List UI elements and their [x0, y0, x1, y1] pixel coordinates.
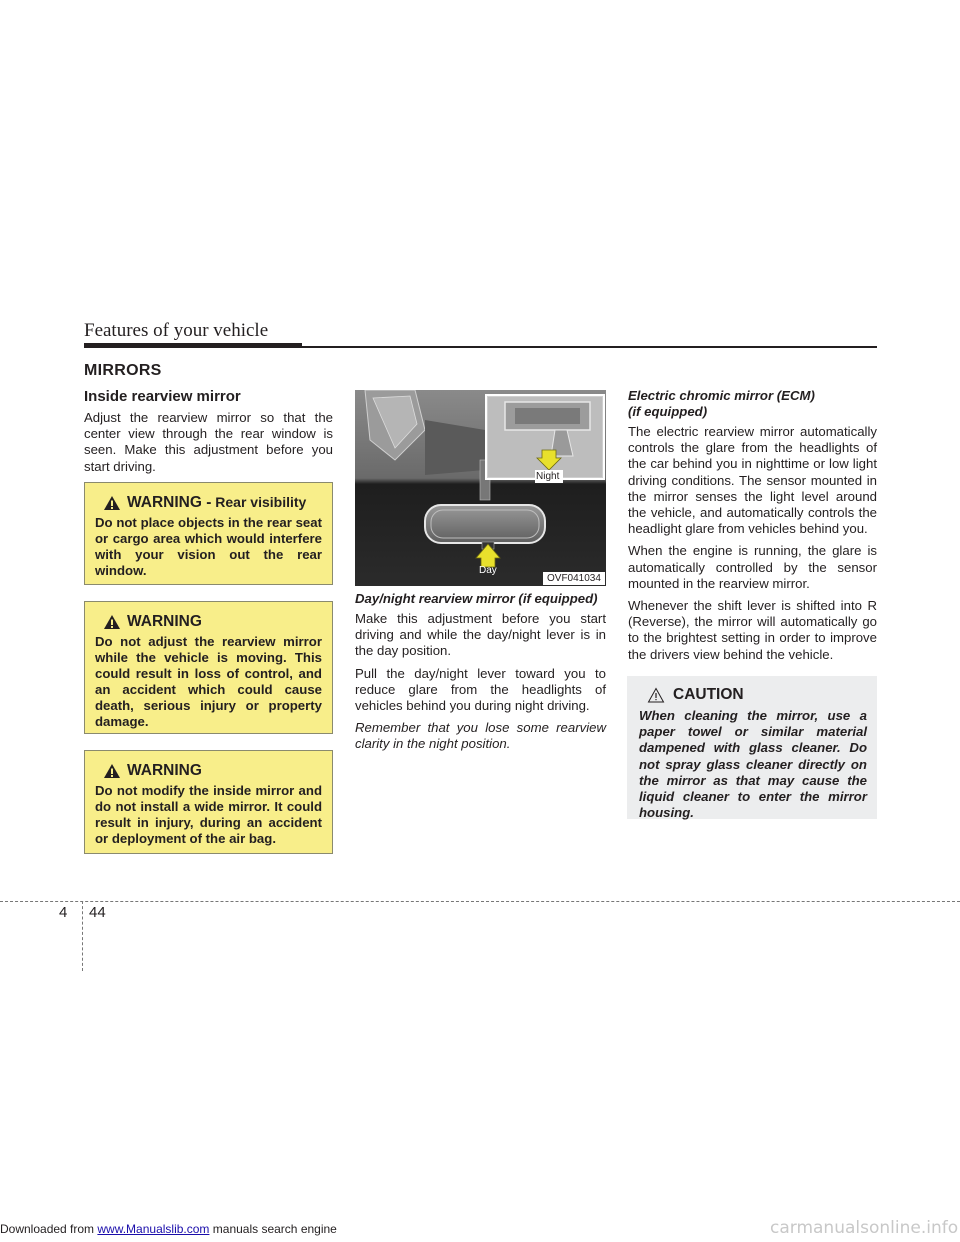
paragraph: The electric rearview mirror automatically controls the glare from the headlights of the car behind you in nighttime or low light driving conditions. The sensor mounted in the mirror senses the light level around the vehicle, and automatically controls the headlight glare from vehicles behind you.: [628, 424, 877, 537]
subheading-inside-mirror: Inside rearview mirror: [84, 388, 241, 405]
footer-divider: [82, 901, 83, 971]
warning-icon: [103, 763, 121, 779]
warning-title: WARNING: [127, 613, 202, 630]
watermark: carmanualsonline.info: [770, 1218, 959, 1238]
download-note: Downloaded from www.Manualslib.com manuals search engine: [0, 1222, 337, 1236]
caution-title: CAUTION: [673, 686, 744, 703]
page-heading: MIRRORS: [84, 362, 162, 379]
label-day: Day: [479, 565, 497, 576]
intro-text: Adjust the rearview mirror so that the center view through the rear window is seen. Make this adjustment before you start driving.: [84, 410, 333, 474]
figure-code: OVF041034: [547, 573, 601, 584]
column-2: [355, 591, 606, 759]
warning-title: WARNING - Rear visibility: [127, 494, 307, 511]
paragraph: Make this adjustment before you start driving and while the day/night lever is in the day position.: [355, 611, 606, 659]
heading-ecm-equipped: (if equipped): [628, 404, 708, 419]
caution-body: When cleaning the mirror, use a paper towel or similar material dampened with glass cleaner. Do not spray glass cleaner directly on the mirror as that may cause the liquid cleaner to enter the mirror housing.: [639, 708, 867, 821]
heading-day-night-mirror: Day/night rearview mirror (if equipped): [355, 591, 598, 606]
column-1: [84, 388, 333, 475]
warning-box-adjust: [84, 601, 333, 734]
warning-box-rear-visibility: [84, 482, 333, 585]
caution-box: [627, 676, 877, 819]
column-3: [628, 388, 877, 669]
warning-icon: [103, 614, 121, 630]
heading-ecm: Electric chromic mirror (ECM): [628, 388, 815, 403]
page-number: 44: [89, 904, 106, 921]
paragraph: Whenever the shift lever is shifted into R (Reverse), the mirror will automatically go to the brightest setting in order to improve the drivers view behind the vehicle.: [628, 598, 877, 662]
section-title: Features of your vehicle: [84, 320, 269, 341]
caution-icon: [647, 687, 665, 703]
paragraph-italic: Remember that you lose some rearview clarity in the night position.: [355, 720, 606, 752]
warning-body: Do not adjust the rearview mirror while the vehicle is moving. This could result in loss of control, and an accident which could cause death, serious injury or property damage.: [95, 634, 322, 729]
warning-icon: [103, 495, 121, 511]
label-night: Night: [536, 471, 560, 482]
footer-rule: [0, 901, 960, 902]
warning-title: WARNING: [127, 762, 202, 779]
mirror-drawing: [355, 390, 606, 586]
manualslib-link[interactable]: www.Manualslib.com: [97, 1222, 210, 1236]
header-rule-thick: [84, 343, 302, 348]
warning-box-modify: [84, 750, 333, 854]
warning-body: Do not place objects in the rear seat or cargo area which would interfere with your vision out the rear window.: [95, 515, 322, 578]
chapter-number: 4: [59, 904, 68, 921]
paragraph: Pull the day/night lever toward you to reduce glare from the headlights of vehicles behind you during night driving.: [355, 665, 606, 714]
paragraph: When the engine is running, the glare is automatically controlled by the sensor mounted in the rearview mirror.: [628, 543, 877, 591]
warning-body: Do not modify the inside mirror and do not install a wide mirror. It could result in injury, during an accident or deployment of the air bag.: [95, 783, 322, 846]
rearview-mirror-illustration: [355, 390, 606, 586]
